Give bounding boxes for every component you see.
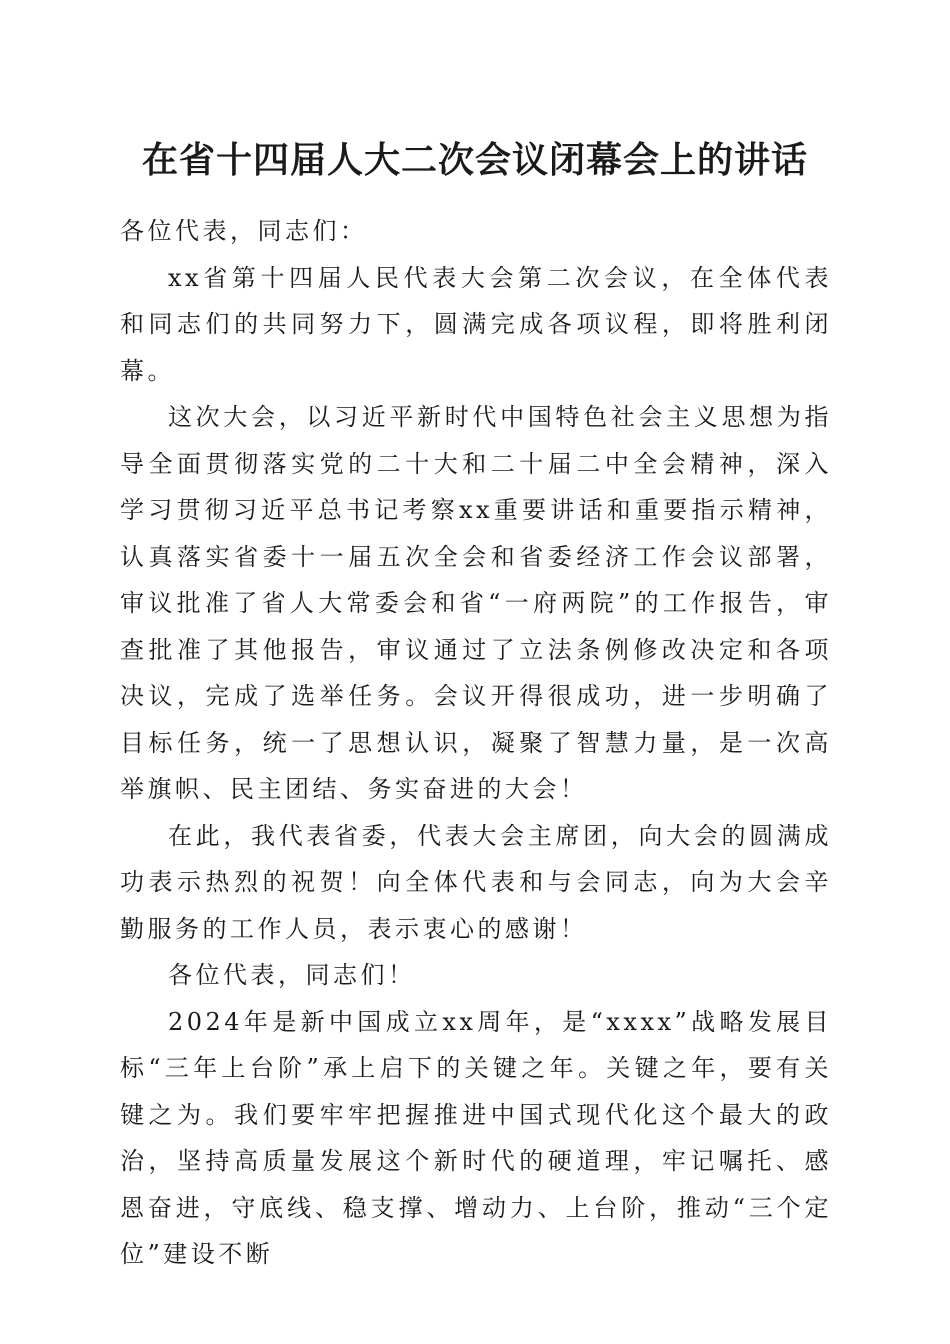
- salutation: 各位代表，同志们：: [120, 217, 368, 245]
- paragraph-thanks: 在此，我代表省委，代表大会主席团，向大会的圆满成功表示热烈的祝贺！向全体代表和与会同志，向为大会辛勤服务的工作人员，表示衷心的感谢！: [120, 821, 832, 943]
- document-title: 在省十四届人大二次会议闭幕会上的讲话: [141, 139, 808, 181]
- paragraph-meeting-summary: 这次大会，以习近平新时代中国特色社会主义思想为指导全面贯彻落实党的二十大和二十届二中全会精神，深入学习贯彻习近平总书记考察xx重要讲话和重要指示精神，认真落实省委十一届五次全会和省委经济工作会议部署，审议批准了省人大常委会和省“一府两院”的工作报告，审查批准了其他报告，审议通过了立法条例修改决定和各项决议，完成了选举任务。会议开得很成功，进一步明确了目标任务，统一了思想认识，凝聚了智慧力量，是一次高举旗帜、民主团结、务实奋进的大会！: [120, 403, 832, 803]
- paragraph-salutation-repeat: 各位代表，同志们！: [168, 961, 416, 989]
- paragraph-2024-outlook: 2024年是新中国成立xx周年，是“xxxx”战略发展目标“三年上台阶”承上启下的关键之年。关键之年，要有关键之为。我们要牢牢把握推进中国式现代化这个最大的政治，坚持高质量发展这个新时代的硬道理，牢记嘱托、感恩奋进，守底线、稳支撑、增动力、上台阶，推动“三个定位”建设不断: [120, 1007, 832, 1268]
- paragraph-opening: xx省第十四届人民代表大会第二次会议，在全体代表和同志们的共同努力下，圆满完成各项议程，即将胜利闭幕。: [120, 263, 832, 385]
- document-body: [120, 208, 832, 1278]
